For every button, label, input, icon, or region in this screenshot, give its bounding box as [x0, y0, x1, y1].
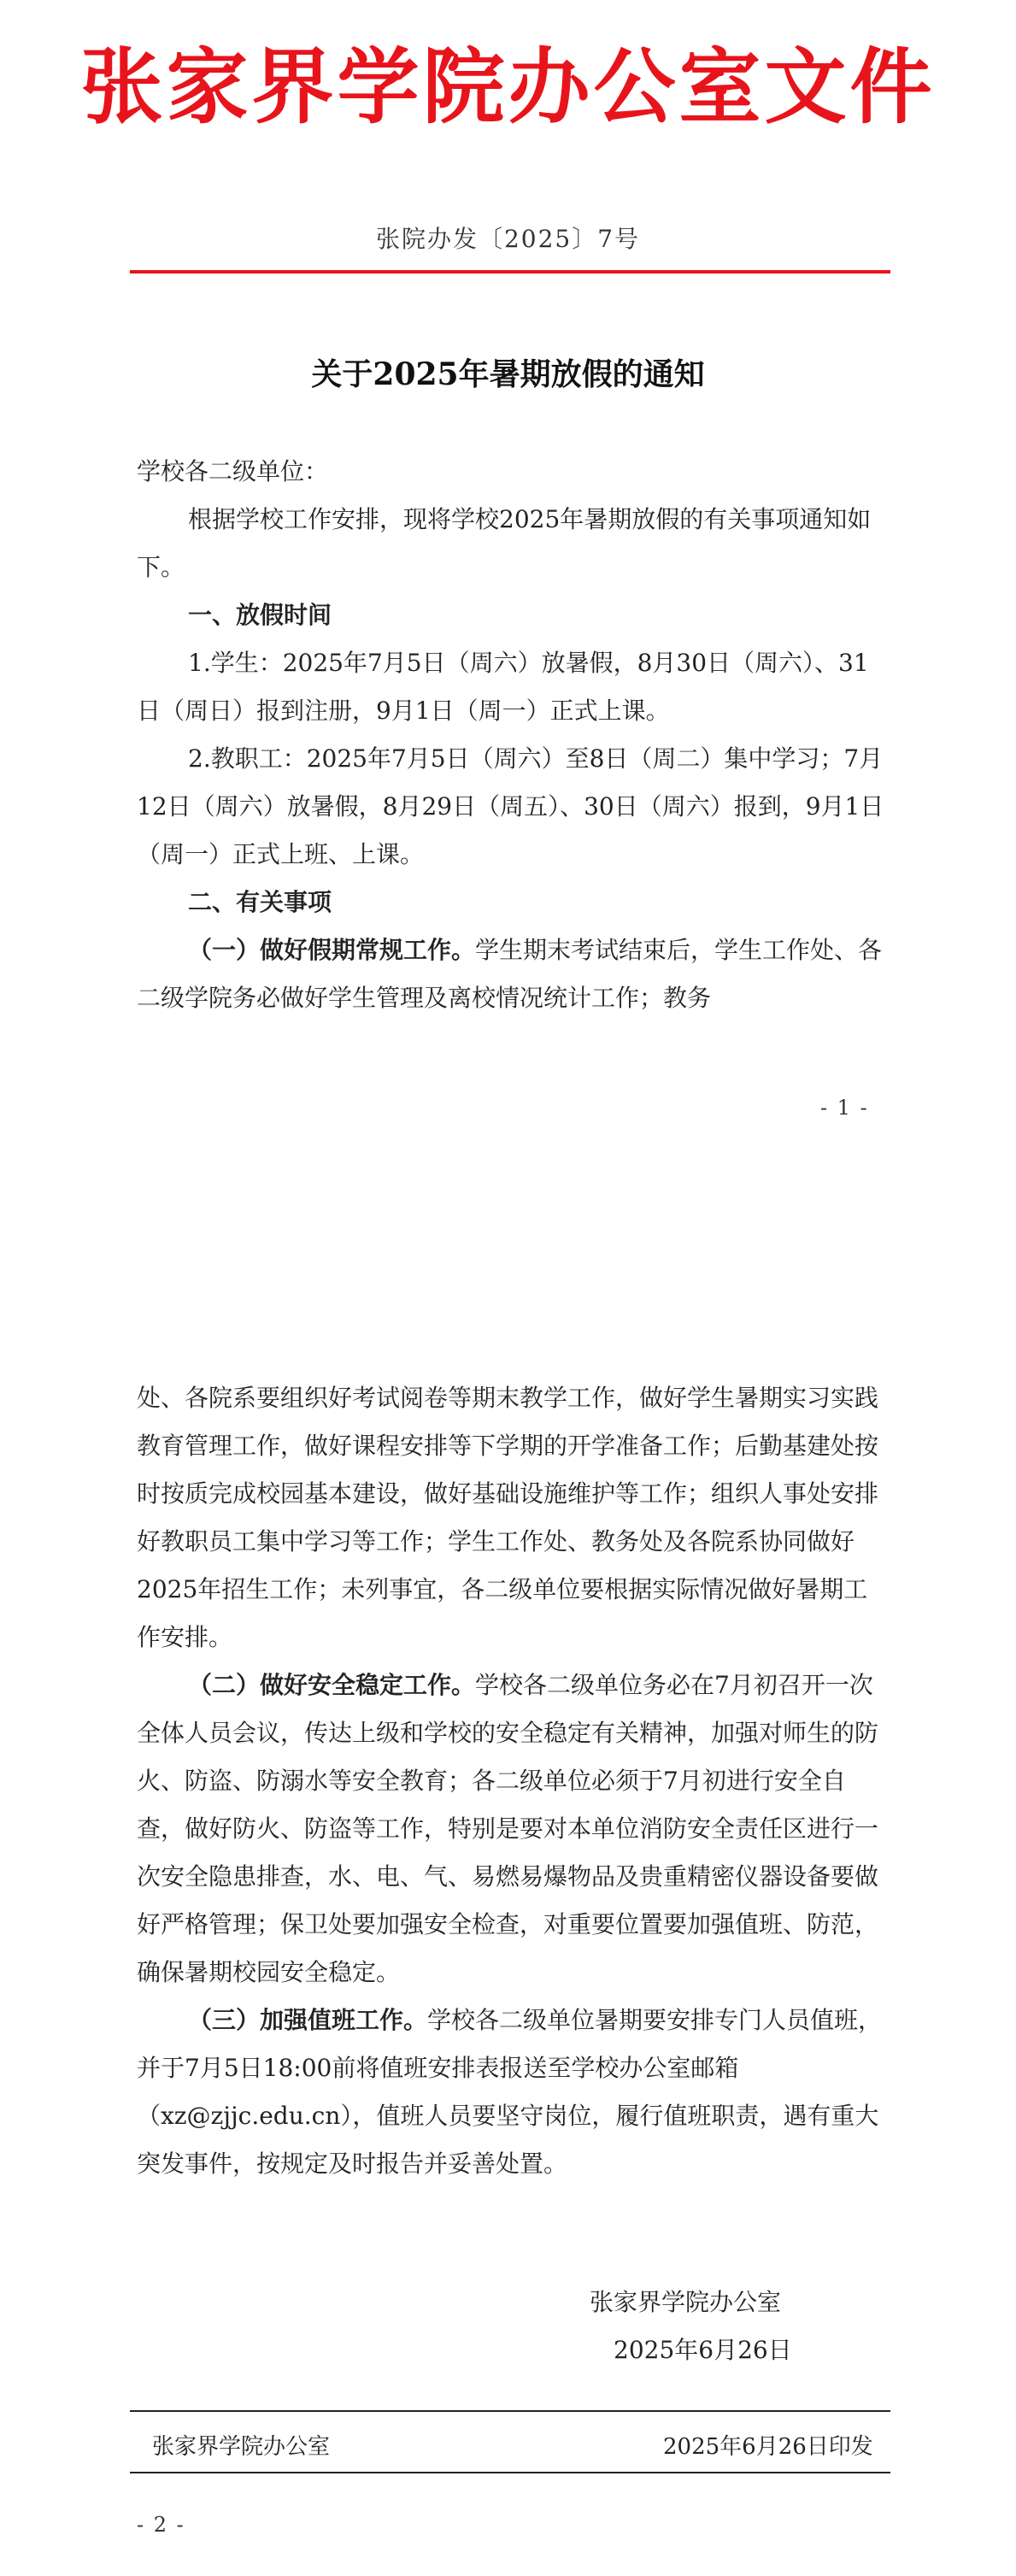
section-1-heading: 一、放假时间	[188, 601, 332, 629]
salutation: 学校各二级单位：	[137, 457, 329, 485]
section-2-paragraph-1-continued: 处、各院系要组织好考试阅卷等期末教学工作，做好学生暑期实习实践教育管理工作，做好课程安排等下学期的开学准备工作；后勤基建处按时按质完成校园基本建设，做好基础设施维护等工作；组织人事处安排好教职员工集中学习等工作；学生工作处、教务处及各院系协同做好2025年招生工作；未列事宜，各二级单位要根据实际情况做好暑期工作安排。	[137, 1384, 879, 1651]
document-number: 张院办发〔2025〕7号	[375, 225, 641, 253]
intro-paragraph: 根据学校工作安排，现将学校2025年暑期放假的有关事项通知如下。	[137, 505, 872, 581]
footer-top-line	[130, 2410, 890, 2412]
footer-bottom-line	[130, 2472, 890, 2473]
section-2-paragraph-1-lead: （一）做好假期常规工作。	[188, 936, 476, 964]
page-number-1: - 1 -	[820, 1096, 869, 1120]
section-1-item-2: 2.教职工：2025年7月5日（周六）至8日（周二）集中学习；7月12日（周六）放暑假，8月29日（周五）、30日（周六）报到，9月1日（周一）正式上班、上课。	[137, 744, 884, 868]
red-divider-line	[130, 270, 890, 273]
org-masthead-title: 张家界学院办公室文件	[80, 38, 936, 135]
section-2-paragraph-3	[137, 1997, 889, 2188]
section-2-paragraph-2-text: 学校各二级单位务必在7月初召开一次全体人员会议，传达上级和学校的安全稳定有关精神，加强对师生的防火、防盗、防溺水等安全教育；各二级单位必须于7月初进行安全自查，做好防火、防盗等工作，特别是要对本单位消防安全责任区进行一次安全隐患排查，水、电、气、易燃易爆物品及贵重精密仪器设备要做好严格管理；保卫处要加强安全检查，对重要位置要加强值班、防范，确保暑期校园安全稳定。	[137, 1671, 879, 1986]
section-2-paragraph-3-text: 学校各二级单位暑期要安排专门人员值班，并于7月5日18:00前将值班安排表报送至学校办公室邮箱（xz@zjjc.edu.cn），值班人员要坚守岗位，履行值班职责，遇有重大突发事件，按规定及时报告并妥善处置。	[137, 2006, 883, 2178]
body-page-2	[137, 1374, 889, 2188]
signature-date: 2025年6月26日	[614, 2336, 792, 2364]
section-2-heading: 二、有关事项	[188, 888, 332, 916]
signature-org: 张家界学院办公室	[590, 2288, 782, 2316]
body-page-1	[137, 448, 889, 1022]
section-2-paragraph-3-lead: （三）加强值班工作。	[188, 2006, 428, 2034]
section-2-paragraph-1-start	[137, 926, 889, 1022]
section-2-paragraph-2	[137, 1661, 889, 1997]
page-number-2: - 2 -	[137, 2513, 185, 2537]
section-2-paragraph-2-lead: （二）做好安全稳定工作。	[188, 1671, 476, 1699]
footer-print-date: 2025年6月26日印发	[663, 2434, 873, 2460]
footer-org: 张家界学院办公室	[152, 2434, 331, 2460]
document-title: 关于2025年暑期放假的通知	[311, 356, 705, 392]
section-2-paragraph-1-text-a: 学生期末考试结束后，学生工作处、各二级学院务必做好学生管理及离校情况统计工作；教务	[137, 936, 883, 1012]
section-1-item-1: 1.学生：2025年7月5日（周六）放暑假，8月30日（周六）、31日（周日）报到注册，9月1日（周一）正式上课。	[137, 649, 869, 725]
